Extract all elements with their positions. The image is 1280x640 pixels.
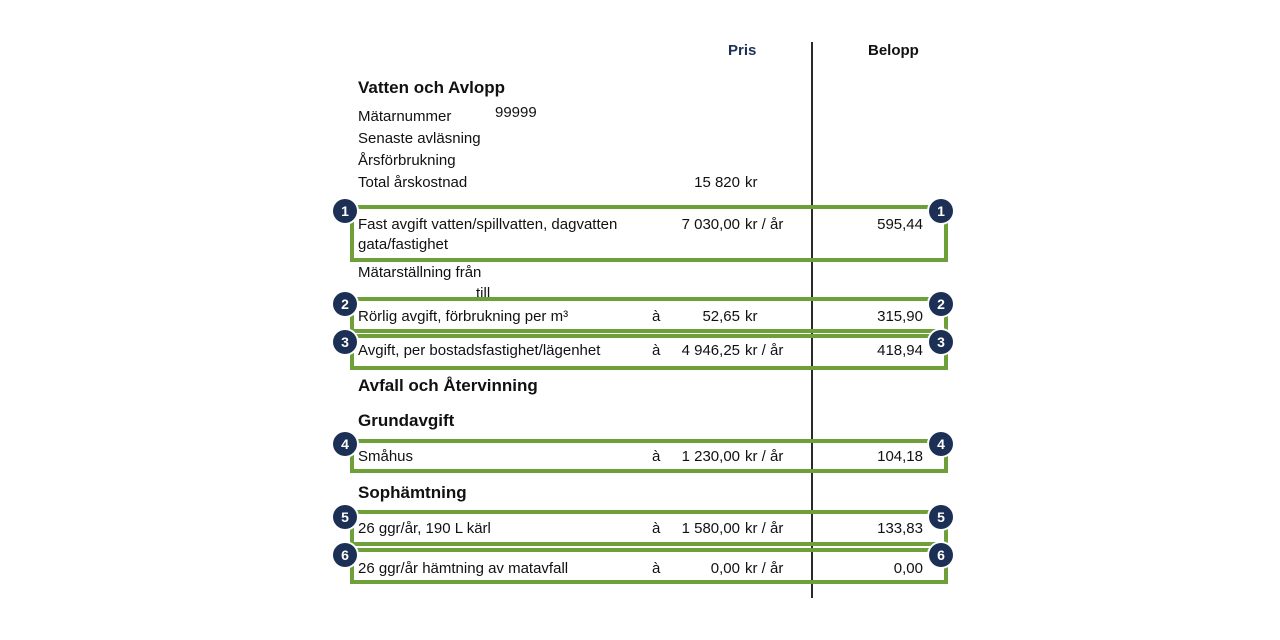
row-5-description: 26 ggr/år, 190 L kärl: [358, 520, 491, 537]
row-5-price: 1 580,00: [681, 520, 740, 537]
row-1-description-line2: gata/fastighet: [358, 236, 449, 253]
row-6-description: 26 ggr/år hämtning av matavfall: [358, 560, 569, 577]
row-number-badge-6-right: 6: [929, 543, 953, 567]
row-4-description: Småhus: [358, 448, 414, 465]
row-6-a-symbol: à: [652, 560, 661, 577]
row-1-price: 7 030,00: [681, 216, 740, 233]
row-number-badge-1-right: 1: [929, 199, 953, 223]
row-number-badge-2-right: 2: [929, 292, 953, 316]
row-number-badge-5: 5: [333, 505, 357, 529]
row-6-unit: kr / år: [745, 560, 784, 577]
row-1-unit: kr / år: [745, 216, 784, 233]
pris-header: Pris: [728, 42, 757, 59]
row-4-unit: kr / år: [745, 448, 784, 465]
row-5-unit: kr / år: [745, 520, 784, 537]
belopp-header: Belopp: [868, 42, 919, 59]
subsection-grundavgift: Grundavgift: [358, 411, 455, 430]
row-3-a-symbol: à: [652, 342, 661, 359]
matarstallning-fran-label: Mätarställning från: [358, 264, 482, 281]
row-1-amount: 595,44: [877, 216, 923, 233]
senaste-avlasning-label: Senaste avläsning: [358, 130, 481, 147]
total-arskostnad-label: Total årskostnad: [358, 174, 468, 191]
row-number-badge-6: 6: [333, 543, 357, 567]
matarnummer-value: 99999: [495, 104, 537, 121]
row-4-a-symbol: à: [652, 448, 661, 465]
subsection-sophamtning: Sophämtning: [358, 483, 467, 502]
row-4-amount: 104,18: [877, 448, 923, 465]
arsforbrukning-label: Årsförbrukning: [358, 152, 456, 169]
matarnummer-label: Mätarnummer: [358, 108, 452, 125]
row-3-price: 4 946,25: [681, 342, 740, 359]
row-number-badge-2: 2: [333, 292, 357, 316]
row-number-badge-3-right: 3: [929, 330, 953, 354]
row-number-badge-3: 3: [333, 330, 357, 354]
row-3-description: Avgift, per bostadsfastighet/lägenhet: [358, 342, 601, 359]
row-3-unit: kr / år: [745, 342, 784, 359]
row-2-a-symbol: à: [652, 308, 661, 325]
row-2-unit: kr: [745, 308, 758, 325]
row-number-badge-4-right: 4: [929, 432, 953, 456]
row-6-price: 0,00: [710, 560, 740, 577]
row-3-amount: 418,94: [877, 342, 923, 359]
section-title-vatten: Vatten och Avlopp: [358, 78, 506, 97]
row-number-badge-1: 1: [333, 199, 357, 223]
row-2-description: Rörlig avgift, förbrukning per m³: [358, 308, 569, 325]
row-number-badge-5-right: 5: [929, 505, 953, 529]
row-5-a-symbol: à: [652, 520, 661, 537]
total-arskostnad-value: 15 820: [694, 174, 740, 191]
matarstallning-till-label: till: [476, 285, 491, 302]
highlight-box-1: [350, 205, 948, 262]
row-number-badge-4: 4: [333, 432, 357, 456]
row-5-amount: 133,83: [877, 520, 923, 537]
row-2-amount: 315,90: [877, 308, 923, 325]
row-4-price: 1 230,00: [681, 448, 740, 465]
row-2-price: 52,65: [702, 308, 740, 325]
total-arskostnad-unit: kr: [745, 174, 758, 191]
row-1-description: Fast avgift vatten/spillvatten, dagvatten: [358, 216, 618, 233]
row-6-amount: 0,00: [893, 560, 923, 577]
section-title-avfall: Avfall och Återvinning: [358, 376, 538, 395]
